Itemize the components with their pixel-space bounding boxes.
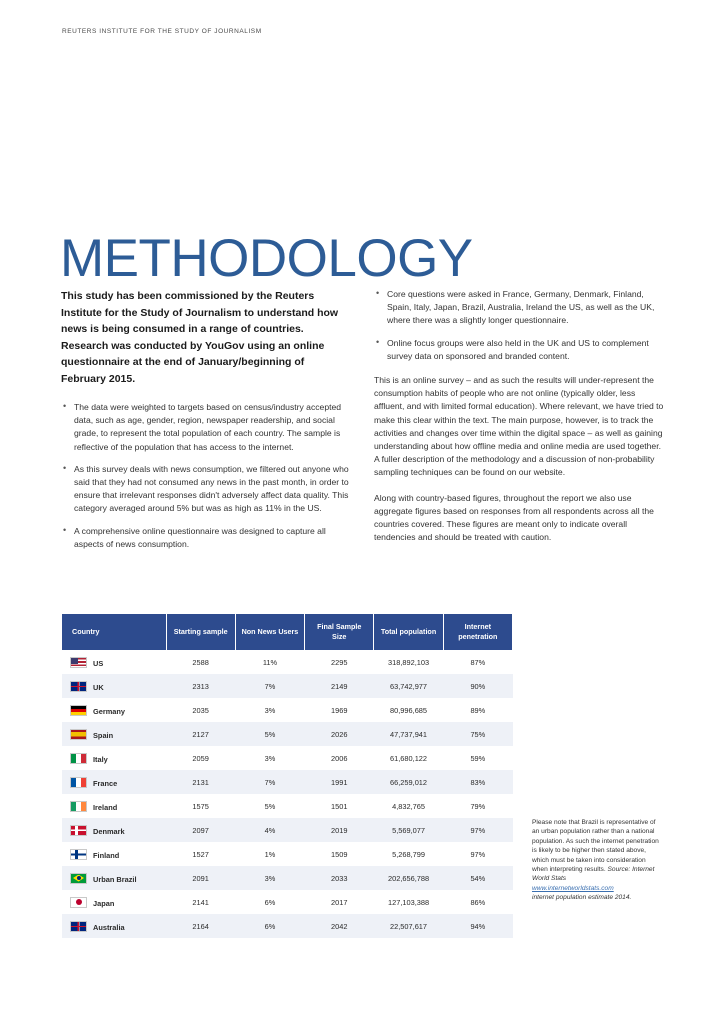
cell-country (62, 770, 166, 794)
table-row (62, 674, 513, 698)
table-row (62, 794, 513, 818)
cell-internet-penetration: 87% (470, 657, 486, 667)
cell-final-sample-size: 2017 (331, 897, 348, 907)
column-header-country: Country (62, 614, 166, 650)
cell-starting-sample: 2127 (192, 729, 209, 739)
cell-internet-penetration: 97% (470, 849, 486, 859)
cell-internet-penetration: 54% (470, 873, 486, 883)
flag-japan (70, 897, 87, 908)
cell-starting-sample: 1575 (192, 801, 209, 811)
cell-non-news-users: 4% (264, 825, 276, 835)
flag-finland (70, 849, 87, 860)
cell-starting-sample: 2059 (192, 753, 209, 763)
column-header-starting-sample: Starting sample (166, 614, 235, 650)
cell-non-news-users: 3% (264, 753, 276, 763)
cell-starting-sample: 2141 (192, 897, 209, 907)
table-row (62, 842, 513, 866)
list-item: • The data were weighted to targets based on census/industry accepted data, such as age, gender, region, newspaper readership, and social grade, to represent the total population of each country. The sample is reflective of the population that has access to the internet. (61, 401, 349, 454)
footnote-text: Please note that Brazil is representative of an urban population rather than a national population. As such the internet penetration is likely to be higher then stated above, which must be taken into consideration when interpreting results. (532, 819, 659, 874)
cell-total-population: 127,103,388 (387, 897, 430, 907)
cell-non-news-users: 11% (262, 657, 278, 667)
country-label: Australia (93, 922, 125, 932)
flag-france (70, 777, 87, 788)
country-label: Finland (93, 850, 120, 860)
cell-non-news-users: 3% (264, 873, 276, 883)
cell-country (62, 698, 166, 722)
cell-final-sample-size: 2019 (331, 825, 348, 835)
left-bullet-list (61, 401, 349, 551)
country-label: Ireland (93, 802, 118, 812)
cell-final-sample-size: 1969 (331, 705, 348, 715)
table-row (62, 698, 513, 722)
cell-final-sample-size: 2149 (331, 681, 348, 691)
country-label: Japan (93, 898, 115, 908)
footnote-source: Source: Internet World Stats (532, 866, 655, 883)
cell-final-sample-size: 2006 (331, 753, 348, 763)
running-head: REUTERS INSTITUTE FOR THE STUDY OF JOURNALISM (62, 28, 262, 35)
country-label: Spain (93, 730, 114, 740)
cell-non-news-users: 1% (264, 849, 276, 859)
flag-us (70, 657, 87, 668)
table-row (62, 914, 513, 938)
flag-uk (70, 681, 87, 692)
cell-starting-sample: 2035 (192, 705, 209, 715)
list-item: • A comprehensive online questionnaire was designed to capture all aspects of news consumption. (61, 525, 349, 551)
cell-final-sample-size: 1991 (331, 777, 348, 787)
cell-total-population: 22,507,617 (390, 921, 428, 931)
cell-country (62, 842, 166, 866)
country-label: US (93, 658, 104, 668)
flag-brazil (70, 873, 87, 884)
cell-total-population: 5,569,077 (392, 825, 425, 835)
lead-paragraph: This study has been commissioned by the Reuters Institute for the Study of Journalism to understand how news is being consumed in a range of countries. Research was conducted by YouGov using an online questionnaire at the end of January/beginning of February 2015. (61, 290, 339, 385)
list-item: • Online focus groups were also held in the UK and US to complement survey data on sponsored and branded content. (374, 337, 664, 363)
cell-internet-penetration: 59% (470, 753, 486, 763)
country-label: UK (93, 682, 104, 692)
table-body (62, 650, 513, 938)
cell-non-news-users: 5% (264, 729, 276, 739)
flag-denmark (70, 825, 87, 836)
cell-starting-sample: 2097 (192, 825, 209, 835)
left-column (61, 288, 349, 560)
table-row (62, 650, 513, 674)
cell-total-population: 47,737,941 (390, 729, 428, 739)
cell-country (62, 650, 166, 674)
cell-country (62, 866, 166, 890)
cell-internet-penetration: 83% (470, 777, 486, 787)
table-row (62, 770, 513, 794)
flag-italy (70, 753, 87, 764)
table-header-row (62, 614, 513, 650)
cell-country (62, 818, 166, 842)
cell-total-population: 202,656,788 (387, 873, 430, 883)
cell-final-sample-size: 2026 (331, 729, 348, 739)
column-header-internet-penetration: Internet penetration (443, 614, 512, 650)
cell-non-news-users: 5% (264, 801, 276, 811)
cell-total-population: 5,268,799 (392, 849, 425, 859)
cell-non-news-users: 7% (264, 681, 276, 691)
body-paragraph: This is an online survey – and as such the results will under-represent the consumption habits of people who are not online (typically older, less affluent, and with limited formal education). Where relevant, we have tried to make this clear within the text. The main purpose, however, is to track the activities and changes over time within the digital space – as well as gaining understanding about how offline media and online media are used together. A fuller description of the methodology and a discussion of non-probability sampling techniques can be found on our website. (374, 375, 664, 478)
cell-internet-penetration: 97% (470, 825, 486, 835)
list-item: • As this survey deals with news consumption, we filtered out anyone who said that they had not consumed any news in the past month, in order to ensure that irrelevant responses didn't adversely affect data quality. This category averaged around 5% but was as high as 11% in the US. (61, 463, 349, 516)
cell-final-sample-size: 1509 (331, 849, 348, 859)
table-row (62, 722, 513, 746)
cell-country (62, 746, 166, 770)
footnote-estimate: internet population estimate 2014. (532, 894, 632, 902)
country-label: France (93, 778, 118, 788)
table-row (62, 866, 513, 890)
column-header-final-sample-size: Final Sample Size (305, 614, 374, 650)
cell-country (62, 890, 166, 914)
cell-country (62, 794, 166, 818)
column-header-non-news-users: Non News Users (235, 614, 304, 650)
right-column (374, 288, 664, 556)
body-paragraph: Along with country-based figures, throughout the report we also use aggregate figures based on responses from all respondents across all the countries covered. These figures are meant only to indicate overall tendencies and should be treated with caution. (374, 492, 654, 543)
cell-non-news-users: 3% (264, 705, 276, 715)
cell-internet-penetration: 86% (470, 897, 486, 907)
flag-spain (70, 729, 87, 740)
cell-internet-penetration: 94% (470, 921, 486, 931)
cell-total-population: 63,742,977 (390, 681, 428, 691)
table-row (62, 746, 513, 770)
cell-non-news-users: 7% (264, 777, 276, 787)
cell-total-population: 4,832,765 (392, 801, 425, 811)
cell-country (62, 722, 166, 746)
table-footnote (532, 818, 660, 903)
table-row (62, 890, 513, 914)
footnote-link[interactable]: www.internetworldstats.com (532, 884, 614, 892)
cell-non-news-users: 6% (264, 921, 276, 931)
cell-starting-sample: 2164 (192, 921, 209, 931)
cell-starting-sample: 2091 (192, 873, 209, 883)
cell-starting-sample: 2313 (192, 681, 209, 691)
column-header-total-population: Total population (374, 614, 443, 650)
cell-total-population: 61,680,122 (390, 753, 428, 763)
cell-starting-sample: 2588 (192, 657, 209, 667)
cell-internet-penetration: 90% (470, 681, 486, 691)
country-label: Urban Brazil (93, 874, 137, 884)
survey-sample-table (62, 614, 513, 938)
cell-internet-penetration: 75% (470, 729, 486, 739)
cell-country (62, 674, 166, 698)
cell-internet-penetration: 79% (470, 801, 486, 811)
right-bullet-list (374, 288, 664, 363)
cell-internet-penetration: 89% (470, 705, 486, 715)
cell-total-population: 318,892,103 (387, 657, 430, 667)
flag-australia (70, 921, 87, 932)
cell-country (62, 914, 166, 938)
table-row (62, 818, 513, 842)
cell-final-sample-size: 2033 (331, 873, 348, 883)
cell-final-sample-size: 2295 (331, 657, 348, 667)
cell-starting-sample: 2131 (192, 777, 209, 787)
cell-final-sample-size: 1501 (331, 801, 348, 811)
cell-total-population: 66,259,012 (390, 777, 428, 787)
flag-germany (70, 705, 87, 716)
cell-starting-sample: 1527 (192, 849, 209, 859)
cell-total-population: 80,996,685 (390, 705, 428, 715)
cell-final-sample-size: 2042 (331, 921, 348, 931)
cell-non-news-users: 6% (264, 897, 276, 907)
country-label: Denmark (93, 826, 125, 836)
page-title: METHODOLOGY (60, 228, 473, 288)
list-item: • Core questions were asked in France, Germany, Denmark, Finland, Spain, Italy, Japan, Brazil, Australia, Ireland the US, as well as the UK, where there was a slightly longer questionnaire. (374, 288, 664, 328)
flag-ireland (70, 801, 87, 812)
country-label: Italy (93, 754, 108, 764)
country-label: Germany (93, 706, 126, 716)
